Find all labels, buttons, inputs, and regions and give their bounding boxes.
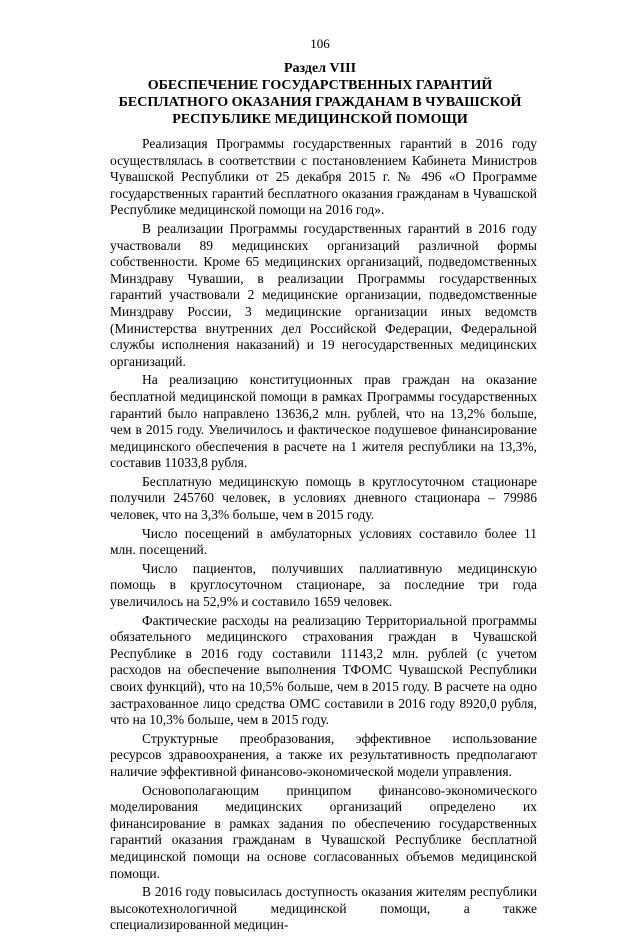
section-heading xyxy=(110,60,530,128)
paragraph: В реализации Программы государственных гарантий в 2016 году участвовали 89 медицинских организаций различной формы собственности. Кроме 65 медицинских организаций, подведомственных Минздраву Чувашии, в реализации Программы государственных гарантий участвовали 2 медицинские организации, подведомственные Минздраву России, 3 медицинские организации иных ведомств (Министерства внутренних дел Российской Федерации, Федеральной службы исполнения наказаний) и 19 негосударственных медицинских организаций. xyxy=(110,220,537,369)
paragraph: Число пациентов, получивших паллиативную медицинскую помощь в круглосуточном стационаре, за последние три года увеличилось на 52,9% и составило 1659 человек. xyxy=(110,560,537,610)
page-number: 106 xyxy=(310,36,330,51)
paragraph: На реализацию конституционных прав граждан на оказание бесплатной медицинской помощи в рамках Программы государственных гарантий было направлено 13636,2 млн. рублей, что на 13,2% больше, чем в 2015 году. Увеличилось и фактическое подушевое финансирование медицинского обеспечения в расчете на 1 жителя республики на 13,3%, составив 11033,8 рубля. xyxy=(110,372,537,471)
document-body xyxy=(110,136,537,936)
paragraph: В 2016 году повысилась доступность оказания жителям республики высокотехнологичной медицинской помощи, а также специализированной медицин- xyxy=(110,884,537,933)
paragraph: Реализация Программы государственных гарантий в 2016 году осуществлялась в соответствии с постановлением Кабинета Министров Чувашской Республики от 25 декабря 2015 г. № 496 «О Программе государственных гарантий бесплатного оказания гражданам в Чувашской Республике медицинской помощи на 2016 год». xyxy=(110,136,537,218)
paragraph: Фактические расходы на реализацию Территориальной программы обязательного медицинского страхования граждан в Чувашской Республике в 2016 году составили 11143,2 млн. рублей (с учетом расходов на обеспечение выполнения ТФОМС Чувашской Республики своих функций), что на 10,5% больше, чем в 2015 году. В расчете на одно застрахованное лицо средства ОМС составили в 2016 году 8920,0 рубля, что на 10,3% больше, чем в 2015 году. xyxy=(110,612,537,728)
paragraph: Структурные преобразования, эффективное использование ресурсов здравоохранения, а также их результативность предполагают наличие эффективной финансово-экономической модели управления. xyxy=(110,730,537,779)
paragraph: Число посещений в амбулаторных условиях составило более 11 млн. посещений. xyxy=(110,525,537,558)
section-label: Раздел VIII xyxy=(283,61,357,76)
section-title: ОБЕСПЕЧЕНИЕ ГОСУДАРСТВЕННЫХ ГАРАНТИЙ БЕСПЛАТНОГО ОКАЗАНИЯ ГРАЖДАНАМ В ЧУВАШСКОЙ РЕСПУБЛИКЕ МЕДИЦИНСКОЙ ПОМОЩИ xyxy=(118,78,522,127)
paragraph: Бесплатную медицинскую помощь в круглосуточном стационаре получили 245760 человек, в условиях дневного стационара – 79986 человек, что на 3,3% больше, чем в 2015 году. xyxy=(110,473,537,523)
paragraph: Основополагающим принципом финансово-экономического моделирования медицинских организаций определено их финансирование в рамках задания по обеспечению государственных гарантий оказания гражданам в Чувашской Республике бесплатной медицинской помощи на основе согласованных объемов медицинской помощи. xyxy=(110,782,537,881)
